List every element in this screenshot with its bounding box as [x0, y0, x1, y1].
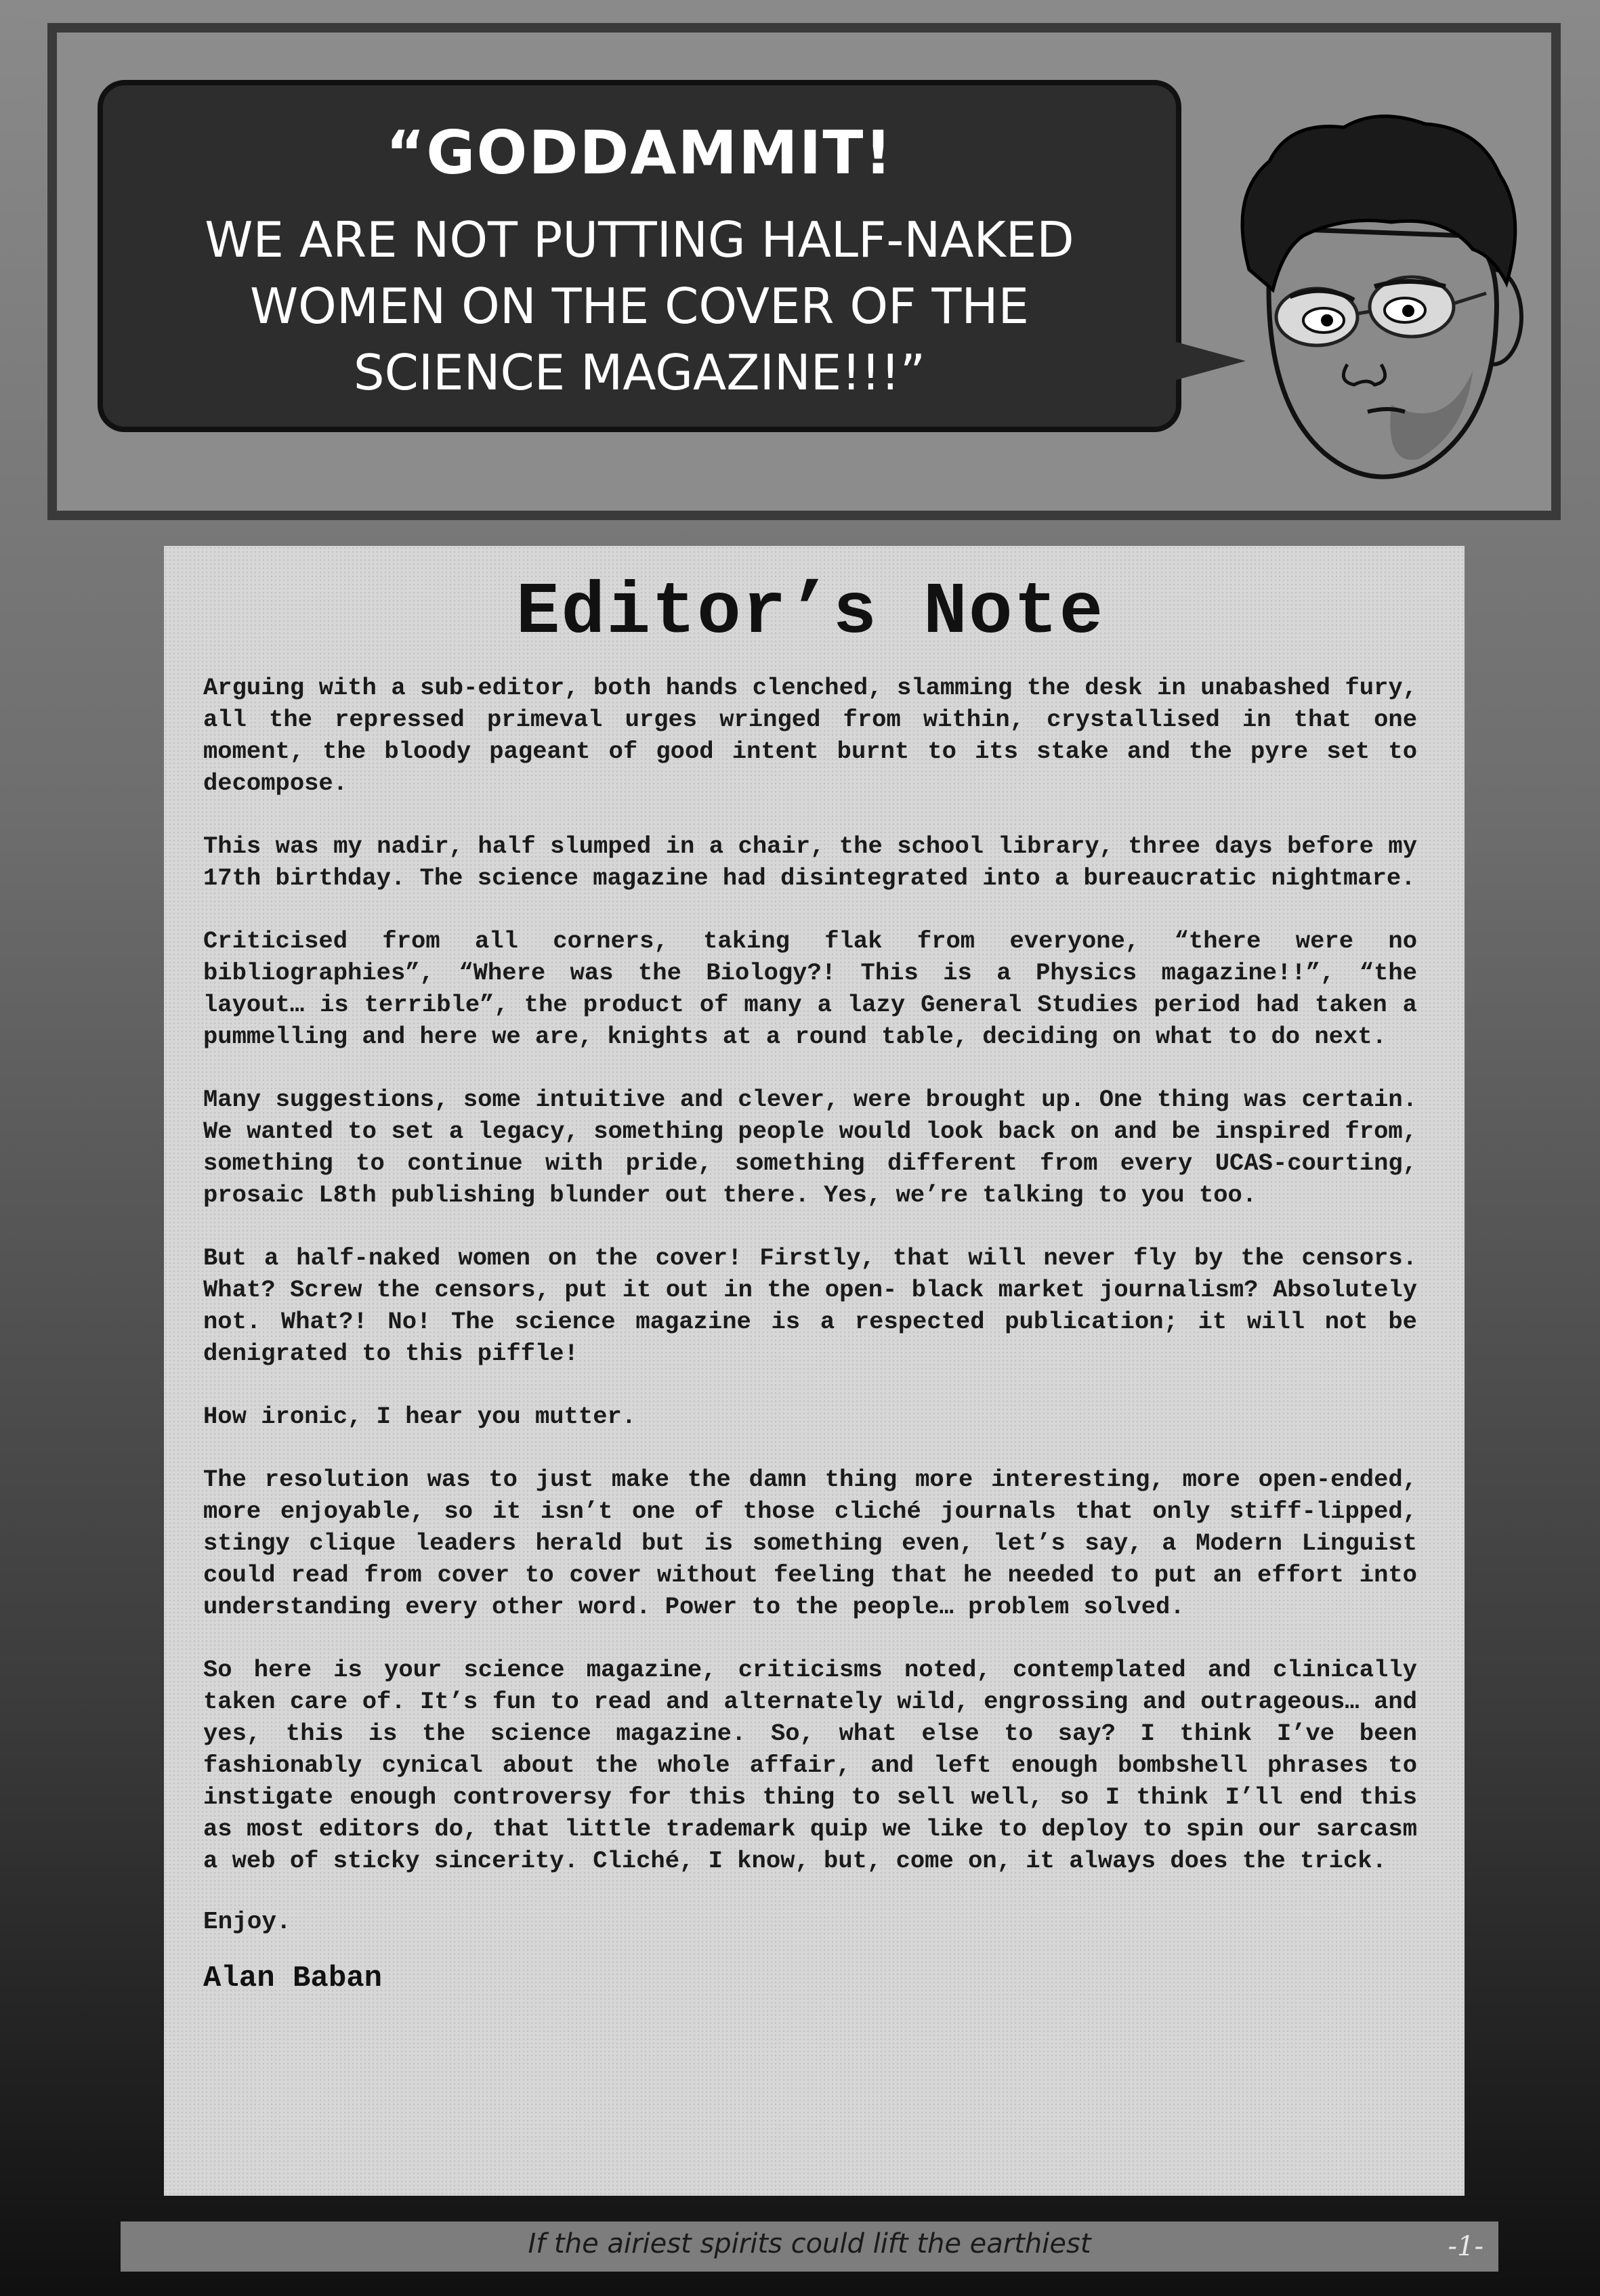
speech-bubble — [98, 80, 1181, 432]
editor-portrait-icon — [1222, 114, 1540, 493]
note-paragraph-3: Criticised from all corners, taking flak from everyone, “there were no bibliographies”, “Where was the Biology?! This is a Physics magazine!!”, “the layout… is terrible”, the product of many a lazy General Studies period had taken a pummelling and here we are, knights at a round table, deciding on what to do next. — [203, 927, 1417, 1050]
note-title: Editor’s Note — [515, 572, 1105, 654]
editors-note-paper — [164, 546, 1465, 2196]
page-number: -1- — [1448, 2231, 1483, 2262]
note-signoff: Enjoy. — [203, 1908, 291, 1936]
footer-bar — [121, 2221, 1498, 2272]
footer-tagline: If the airiest spirits could lift the earthiest — [528, 2228, 1091, 2259]
quote-body: WE ARE NOT PUTTING HALF-NAKED WOMEN ON THE COVER OF THE SCIENCE MAGAZINE!!!” — [205, 211, 1074, 401]
note-paragraph-8: So here is your science magazine, criticisms noted, contemplated and clinically taken care of. It’s fun to read and alternately wild, engrossing and outrageous… and yes, this is the science magazine. So, what else to say? I think I’ve been fashionably cynical about the whole affair, and left enough bombshell phrases to instigate enough controversy for this thing to sell well, so I think I’ll end this as most editors do, that little trademark quip we like to deploy to spin our sarcasm a web of sticky sincerity. Cliché, I know, but, come on, it always does the trick. — [203, 1656, 1417, 1875]
header-panel — [47, 23, 1561, 520]
note-paragraph-5: But a half-naked women on the cover! Firstly, that will never fly by the censors. What? Screw the censors, put it out in the open- black market journalism? Absolutely not. What?! No! The science magazine is a respected publication; it will not be denigrated to this piffle! — [203, 1244, 1417, 1367]
note-paragraph-2: This was my nadir, half slumped in a chair, the school library, three days before my 17th birthday. The science magazine had disintegrated into a bureaucratic nightmare. — [203, 832, 1417, 892]
note-paragraph-6: How ironic, I hear you mutter. — [203, 1403, 637, 1430]
author-signature: Alan Baban — [203, 1961, 383, 1995]
note-paragraph-7: The resolution was to just make the damn thing more interesting, more open-ended, more enjoyable, so it isn’t one of those cliché journals that only stiff-lipped, stingy clique leaders herald but is something even, let’s say, a Modern Linguist could read from cover to cover without feeling that he needed to put an effort into understanding every other word. Power to the people… problem solved. — [203, 1466, 1417, 1621]
note-paragraph-4: Many suggestions, some intuitive and clever, were brought up. One thing was certain. We wanted to set a legacy, something people would look back on and be inspired from, something to continue with pride, something different from every UCAS-courting, prosaic L8th publishing blunder out there. Yes, we’re talking to you too. — [203, 1086, 1417, 1209]
note-paragraph-1: Arguing with a sub-editor, both hands clenched, slamming the desk in unabashed fury, all the repressed primeval urges wringed from within, crystallised in that one moment, the bloody pageant of good intent burnt to its stake and the pyre set to decompose. — [203, 674, 1417, 797]
quote-headline: “GODDAMMIT! — [385, 118, 893, 188]
